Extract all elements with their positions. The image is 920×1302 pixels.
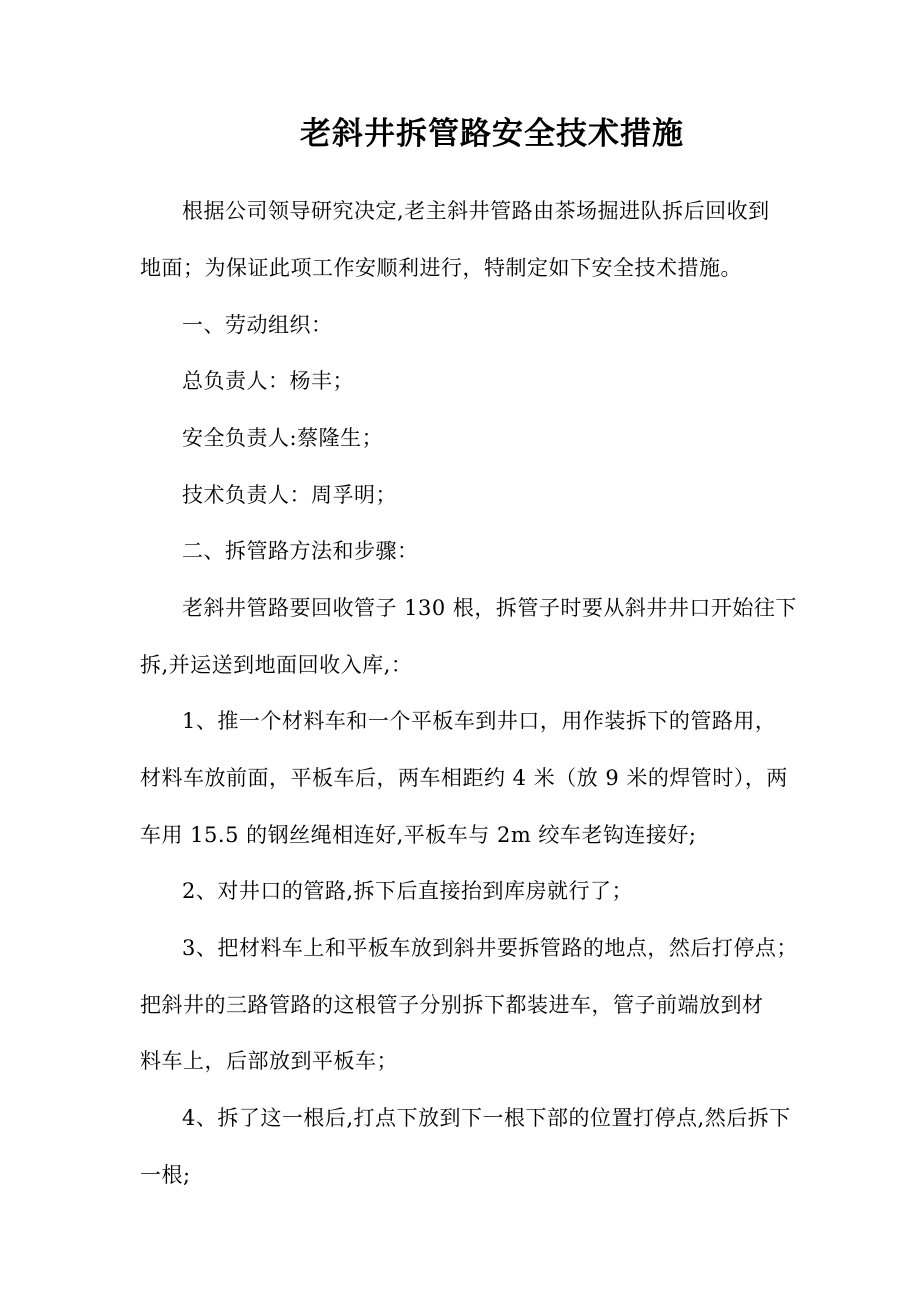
paragraph-line: 技术负责人：周孚明； <box>182 483 397 507</box>
paragraph-line: 车用 15.5 的钢丝绳相连好,平板车与 2m 绞车老钩连接好; <box>140 823 697 847</box>
paragraph-line: 把斜井的三路管路的这根管子分别拆下都装进车，管子前端放到材 <box>140 993 764 1017</box>
paragraph-line: 1、推一个材料车和一个平板车到井口，用作装拆下的管路用， <box>182 709 777 733</box>
paragraph-line: 3、把材料车上和平板车放到斜井要拆管路的地点，然后打停点； <box>182 936 798 960</box>
paragraph-line: 地面；为保证此项工作安顺利进行，特制定如下安全技术措施。 <box>140 256 742 280</box>
section-heading: 一、劳动组织： <box>182 313 333 337</box>
paragraph-line: 安全负责人:蔡隆生； <box>182 426 384 450</box>
paragraph-line: 根据公司领导研究决定,老主斜井管路由茶场掘进队拆后回收到 <box>182 199 770 223</box>
section-heading: 二、拆管路方法和步骤： <box>182 539 419 563</box>
paragraph-line: 料车上，后部放到平板车； <box>140 1049 398 1073</box>
paragraph-line: 总负责人：杨丰； <box>182 369 354 393</box>
paragraph-line: 4、拆了这一根后,打点下放到下一根下部的位置打停点,然后拆下 <box>182 1106 791 1130</box>
document-title: 老斜井拆管路安全技术措施 <box>300 116 684 152</box>
paragraph-line: 2、对井口的管路,拆下后直接抬到库房就行了； <box>182 879 634 903</box>
paragraph-line: 一根; <box>140 1163 191 1187</box>
paragraph-line: 拆,并运送到地面回收入库,： <box>140 653 413 677</box>
paragraph-line: 材料车放前面，平板车后，两车相距约 4 米（放 9 米的焊管时），两 <box>140 766 788 790</box>
paragraph-line: 老斜井管路要回收管子 130 根，拆管子时要从斜井井口开始往下 <box>182 596 797 620</box>
